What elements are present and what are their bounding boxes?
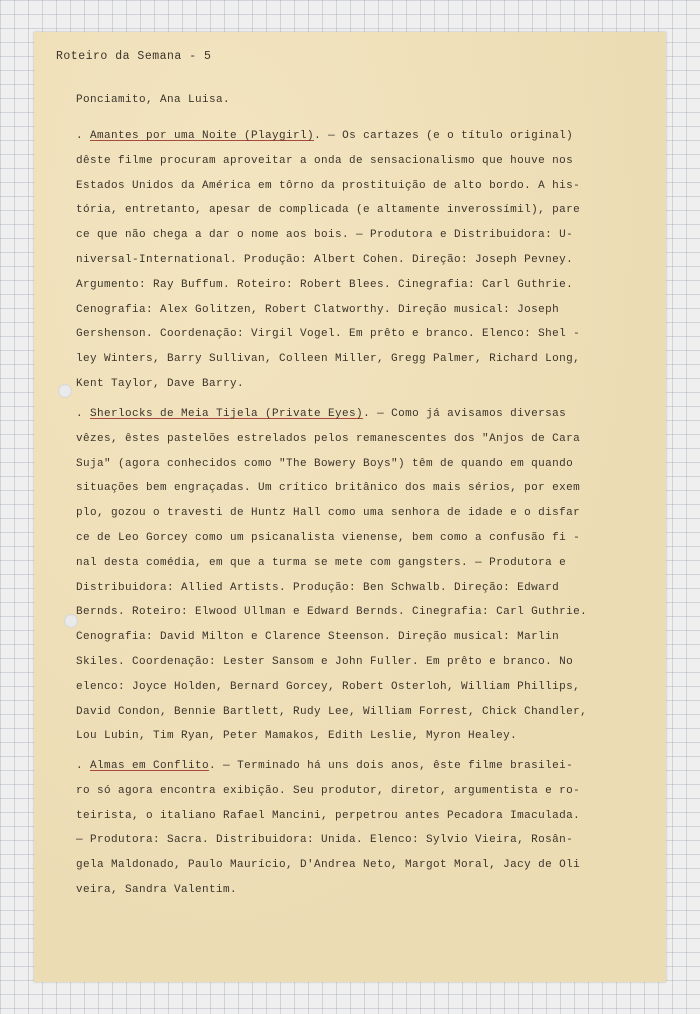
film-title: Amantes por uma Noite (Playgirl) [90,130,315,142]
film-entry-almas-em-conflito: . Almas em Conflito. — Terminado há uns dois anos, êste filme brasilei- ro só agora encontra exibição. Seu produtor, diretor, argumentista e ro- teirista, o italiano Rafael Mancini, perpetrou antes Pecadora Imaculada. — Produtora: Sacra. Distribuidora: Unida. Elenco: Sylvio Vieira, Rosân- gela Maldonado, Paulo Maurício, D'Andrea Neto, Margot Moral, Jacy de Oli veira, Sandra Valentim. [76,760,581,896]
film-title: Sherlocks de Meia Tijela (Private Eyes) [90,408,364,420]
film-title: Almas em Conflito [90,760,210,772]
punch-hole [58,384,72,398]
film-entry-playgirl: . Amantes por uma Noite (Playgirl). — Os cartazes (e o título original) dêste filme procuram aproveitar a onda de sensacionalismo que houve nos Estados Unidos da América em tôrno da prostituição de alto bordo. A his- tória, entretanto, apesar de complicada (e altamente inverossímil), pare ce que não chega a dar o nome aos bois. — Produtora e Distribuidora: U- niversal-International. Produção: Albert Cohen. Direção: Joseph Pevney. Argumento: Ray Buffum. Roteiro: Robert Blees. Cinegrafia: Carl Guthrie. Cenografia: Alex Golitzen, Robert Clatworthy. Direção musical: Joseph Gershenson. Coordenação: Virgil Vogel. Em prêto e branco. Elenco: Shel - ley Winters, Barry Sullivan, Colleen Miller, Gregg Palmer, Richard Long, Kent Taylor, Dave Barry. [76,130,581,390]
page-header: Roteiro da Semana - 5 [56,50,212,63]
document-page [34,32,666,982]
intro-line: Ponciamito, Ana Luisa. [76,94,231,106]
film-entry-private-eyes: . Sherlocks de Meia Tijela (Private Eyes). — Como já avisamos diversas vêzes, êstes pastelões estrelados pelos remanescentes dos "Anjos de Cara Suja" (agora conhecidos como "The Bowery Boys") têm de quando em quando situações bem engraçadas. Um crítico britânico dos mais sérios, por exem plo, gozou o travesti de Huntz Hall como uma senhora de idade e o disfar ce de Leo Gorcey como um psicanalista vienense, bem como a confusão fi - nal desta comédia, em que a turma se mete com gangsters. — Produtora e Distribuidora: Allied Artists. Produção: Ben Schwalb. Direção: Edward Bernds. Roteiro: Elwood Ullman e Edward Bernds. Cinegrafia: Carl Guthrie. Cenografia: David Milton e Clarence Steenson. Direção musical: Marlin Skiles. Coordenação: Lester Sansom e John Fuller. Em prêto e branco. No elenco: Joyce Holden, Bernard Gorcey, Robert Osterloh, William Phillips, David Condon, Bennie Bartlett, Rudy Lee, William Forrest, Chick Chandler, Lou Lubin, Tim Ryan, Peter Mamakos, Edith Leslie, Myron Healey. [76,408,588,743]
